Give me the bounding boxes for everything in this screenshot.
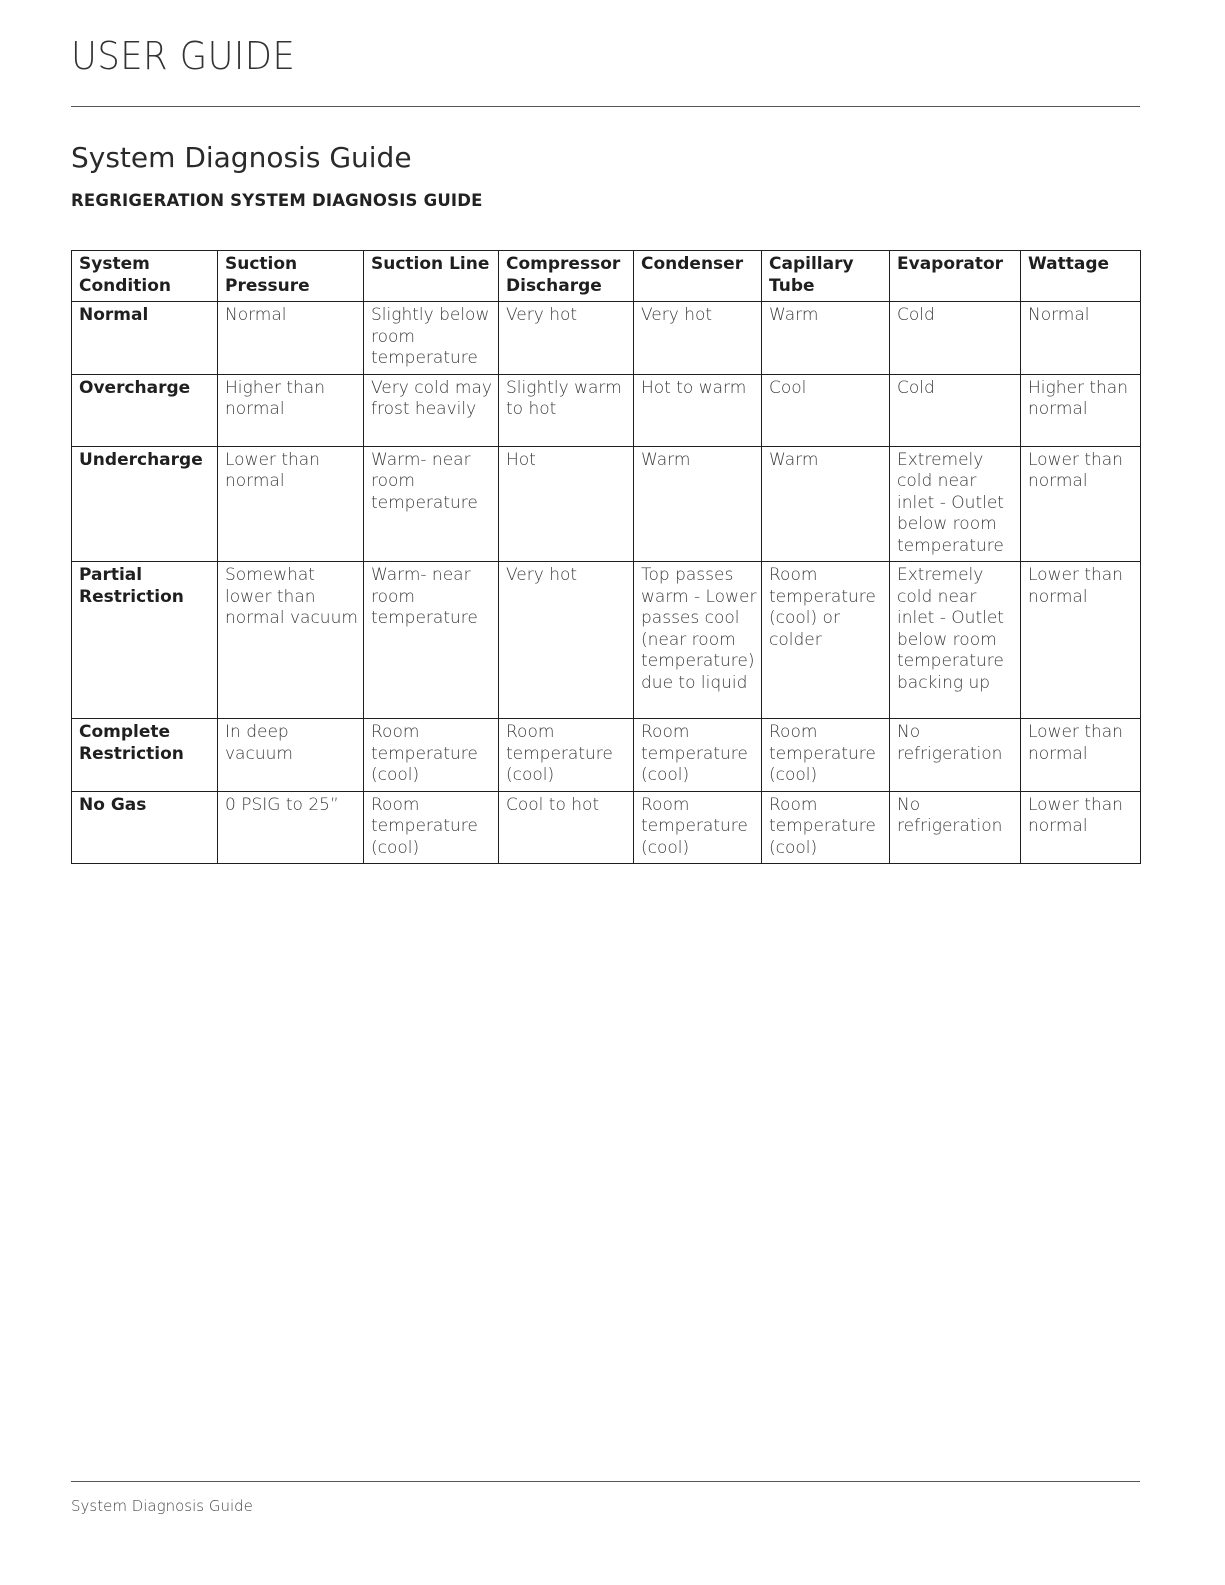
table-row xyxy=(72,562,1141,719)
table-cell: Lower than normal xyxy=(1021,791,1141,864)
table-cell: Lower than normal xyxy=(1021,562,1141,719)
table-cell: 0 PSIG to 25” xyxy=(218,791,364,864)
table-cell: Very hot xyxy=(499,302,634,375)
row-label-no-gas: No Gas xyxy=(72,791,218,864)
table-row xyxy=(72,302,1141,375)
table-cell: Lower than normal xyxy=(218,446,364,562)
table-cell: Room temperature (cool) xyxy=(499,719,634,792)
table-cell: Room temperature (cool) xyxy=(364,791,499,864)
row-label-overcharge: Overcharge xyxy=(72,374,218,446)
table-cell: Warm- near room temperature xyxy=(364,562,499,719)
column-header-suction-line: Suction Line xyxy=(364,251,499,302)
column-header-condenser: Condenser xyxy=(634,251,762,302)
table-cell: Extremely cold near inlet - Outlet below room temperature xyxy=(890,446,1021,562)
table-cell: Room temperature (cool) or colder xyxy=(762,562,890,719)
table-cell: Cool xyxy=(762,374,890,446)
document-title: USER GUIDE xyxy=(71,34,296,78)
row-label-normal: Normal xyxy=(72,302,218,375)
page-header xyxy=(71,30,1140,82)
table-cell: Slightly below room temperature xyxy=(364,302,499,375)
column-header-suction-pressure: Suction Pressure xyxy=(218,251,364,302)
column-header-system-condition: System Condition xyxy=(72,251,218,302)
table-row xyxy=(72,374,1141,446)
table-cell: Top passes warm - Lower passes cool (near room temperature) due to liquid xyxy=(634,562,762,719)
table-cell: Lower than normal xyxy=(1021,446,1141,562)
column-header-compressor-discharge: Compressor Discharge xyxy=(499,251,634,302)
section-subtitle: REGRIGERATION SYSTEM DIAGNOSIS GUIDE xyxy=(71,191,483,210)
table-cell: No refrigeration xyxy=(890,719,1021,792)
row-label-undercharge: Undercharge xyxy=(72,446,218,562)
table-cell: In deep vacuum xyxy=(218,719,364,792)
header-divider xyxy=(71,106,1140,107)
table-cell: Cold xyxy=(890,302,1021,375)
row-label-complete-restriction: Complete Restriction xyxy=(72,719,218,792)
table-cell: Warm xyxy=(634,446,762,562)
table-cell: Cold xyxy=(890,374,1021,446)
column-header-evaporator: Evaporator xyxy=(890,251,1021,302)
table-cell: Room temperature (cool) xyxy=(762,791,890,864)
table-row xyxy=(72,719,1141,792)
table-cell: Room temperature (cool) xyxy=(364,719,499,792)
table-cell: Higher than normal xyxy=(1021,374,1141,446)
table-cell: Normal xyxy=(1021,302,1141,375)
table-cell: Room temperature (cool) xyxy=(634,791,762,864)
table-cell: Normal xyxy=(218,302,364,375)
table-cell: Hot to warm xyxy=(634,374,762,446)
table-cell: Slightly warm to hot xyxy=(499,374,634,446)
table-cell: Somewhat lower than normal vacuum xyxy=(218,562,364,719)
table-cell: No refrigeration xyxy=(890,791,1021,864)
table-row xyxy=(72,791,1141,864)
table-cell: Hot xyxy=(499,446,634,562)
table-cell: Lower than normal xyxy=(1021,719,1141,792)
table-cell: Room temperature (cool) xyxy=(634,719,762,792)
table-cell: Warm- near room temperature xyxy=(364,446,499,562)
column-header-wattage: Wattage xyxy=(1021,251,1141,302)
table-header-row xyxy=(72,251,1141,302)
table-cell: Cool to hot xyxy=(499,791,634,864)
table-cell: Room temperature (cool) xyxy=(762,719,890,792)
column-header-capillary-tube: Capillary Tube xyxy=(762,251,890,302)
table-body xyxy=(72,302,1141,864)
table-cell: Very cold may frost heavily xyxy=(364,374,499,446)
table-cell: Warm xyxy=(762,446,890,562)
table-cell: Very hot xyxy=(499,562,634,719)
table-cell: Higher than normal xyxy=(218,374,364,446)
table-row xyxy=(72,446,1141,562)
table-cell: Extremely cold near inlet - Outlet below room temperature backing up xyxy=(890,562,1021,719)
row-label-partial-restriction: Partial Restriction xyxy=(72,562,218,719)
footer-divider xyxy=(71,1481,1140,1482)
table-cell: Very hot xyxy=(634,302,762,375)
section-title: System Diagnosis Guide xyxy=(71,141,412,174)
diagnosis-table xyxy=(71,250,1141,864)
table-cell: Warm xyxy=(762,302,890,375)
page-footer: System Diagnosis Guide xyxy=(71,1497,253,1515)
